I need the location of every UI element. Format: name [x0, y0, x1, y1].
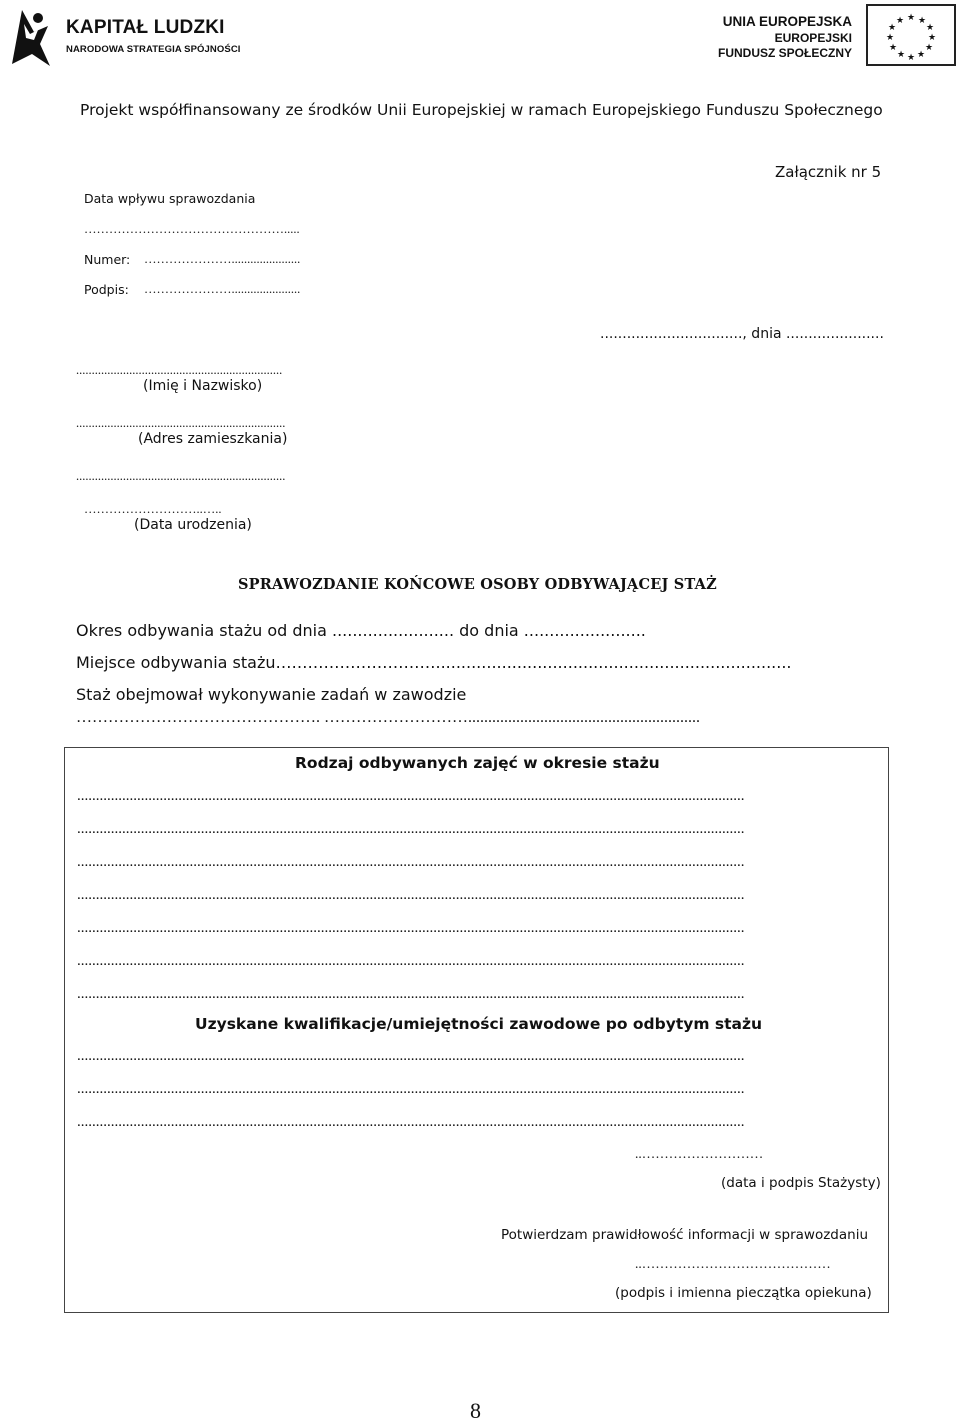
kapital-ludzki-emblem-icon: [4, 4, 56, 70]
address-label: (Adres zamieszkania): [138, 431, 288, 447]
intern-signature-dots: ..………………………: [635, 1146, 764, 1161]
address-dots-2: ...................................................................: [76, 469, 286, 483]
qualifications-line: ..................................................................................................................................................................................: [77, 1048, 745, 1064]
logo-subtitle: NARODOWA STRATEGIA SPÓJNOŚCI: [66, 44, 241, 55]
place-and-date: ................................, dnia ......................: [600, 326, 884, 342]
internship-tasks: Staż obejmował wykonywanie zadań w zawodzie: [76, 685, 467, 704]
receipt-signature-label: Podpis:: [84, 282, 129, 297]
birth-dots: ………………………..…..: [84, 502, 222, 516]
eu-logo: [717, 4, 956, 68]
activities-line: ..................................................................................................................................................................................: [77, 953, 745, 969]
mentor-signature-dots: ..……………………………………: [635, 1256, 831, 1271]
svg-text:★: ★: [924, 43, 934, 53]
svg-text:★: ★: [917, 16, 927, 26]
name-dots: ..................................................................: [76, 363, 283, 377]
svg-text:★: ★: [906, 53, 916, 63]
annex-label: Załącznik nr 5: [775, 163, 882, 181]
report-box: [64, 747, 889, 1313]
activities-line: ..................................................................................................................................................................................: [77, 887, 745, 903]
report-title: SPRAWOZDANIE KOŃCOWE OSOBY ODBYWAJĄCEJ STAŻ: [238, 576, 717, 593]
activities-line: ..................................................................................................................................................................................: [77, 920, 745, 936]
svg-text:★: ★: [887, 23, 897, 33]
svg-text:★: ★: [885, 33, 895, 43]
logo-title: KAPITAŁ LUDZKI: [66, 17, 225, 38]
eu-flag-icon: [866, 4, 956, 66]
internship-place: Miejsce odbywania stażu…………………………......................................................................: [76, 653, 792, 672]
co-funding-note: Projekt współfinansowany ze środków Unii Europejskiej w ramach Europejskiego Funduszu Społecznego: [80, 101, 883, 119]
address-dots: ...................................................................: [76, 416, 286, 430]
receipt-number-dots: …………………......................: [144, 252, 301, 266]
receipt-signature-dots: …………………......................: [144, 282, 301, 296]
receipt-date-dots: ………………………………………….....: [84, 222, 300, 236]
eu-logo-line2: EUROPEJSKI: [774, 31, 852, 45]
activities-line: ..................................................................................................................................................................................: [77, 788, 745, 804]
svg-text:★: ★: [916, 50, 926, 60]
receipt-date-label: Data wpływu sprawozdania: [84, 191, 256, 206]
eu-logo-line1: UNIA EUROPEJSKA: [722, 14, 852, 29]
kapital-ludzki-logo: [4, 4, 241, 70]
activities-line: ..................................................................................................................................................................................: [77, 854, 745, 870]
qualifications-title: Uzyskane kwalifikacje/umiejętności zawodowe po odbytym stażu: [195, 1015, 763, 1033]
activities-line: ..................................................................................................................................................................................: [77, 986, 745, 1002]
svg-text:★: ★: [906, 13, 916, 23]
eu-logo-line3: FUNDUSZ SPOŁECZNY: [717, 46, 852, 60]
svg-text:★: ★: [925, 23, 935, 33]
svg-text:★: ★: [888, 43, 898, 53]
name-label: (Imię i Nazwisko): [143, 378, 263, 394]
activities-line: ..................................................................................................................................................................................: [77, 821, 745, 837]
page-number: 8: [470, 1398, 481, 1423]
svg-text:★: ★: [895, 16, 905, 26]
svg-text:★: ★: [896, 50, 906, 60]
mentor-signature-label: (podpis i imienna pieczątka opiekuna): [615, 1285, 872, 1301]
activities-title: Rodzaj odbywanych zajęć w okresie stażu: [295, 754, 660, 772]
intern-signature-label: (data i podpis Stażysty): [721, 1175, 881, 1191]
receipt-number-label: Numer:: [84, 252, 131, 267]
confirmation-text: Potwierdzam prawidłowość informacji w sprawozdaniu: [501, 1227, 869, 1243]
internship-tasks-dots: ………………………………………. ………………………..........................................................: [76, 709, 700, 726]
svg-text:★: ★: [927, 33, 937, 43]
internship-period: Okres odbywania stażu od dnia ........................ do dnia ........................: [76, 621, 646, 640]
birth-label: (Data urodzenia): [134, 517, 252, 533]
qualifications-line: ..................................................................................................................................................................................: [77, 1081, 745, 1097]
qualifications-line: ..................................................................................................................................................................................: [77, 1114, 745, 1130]
